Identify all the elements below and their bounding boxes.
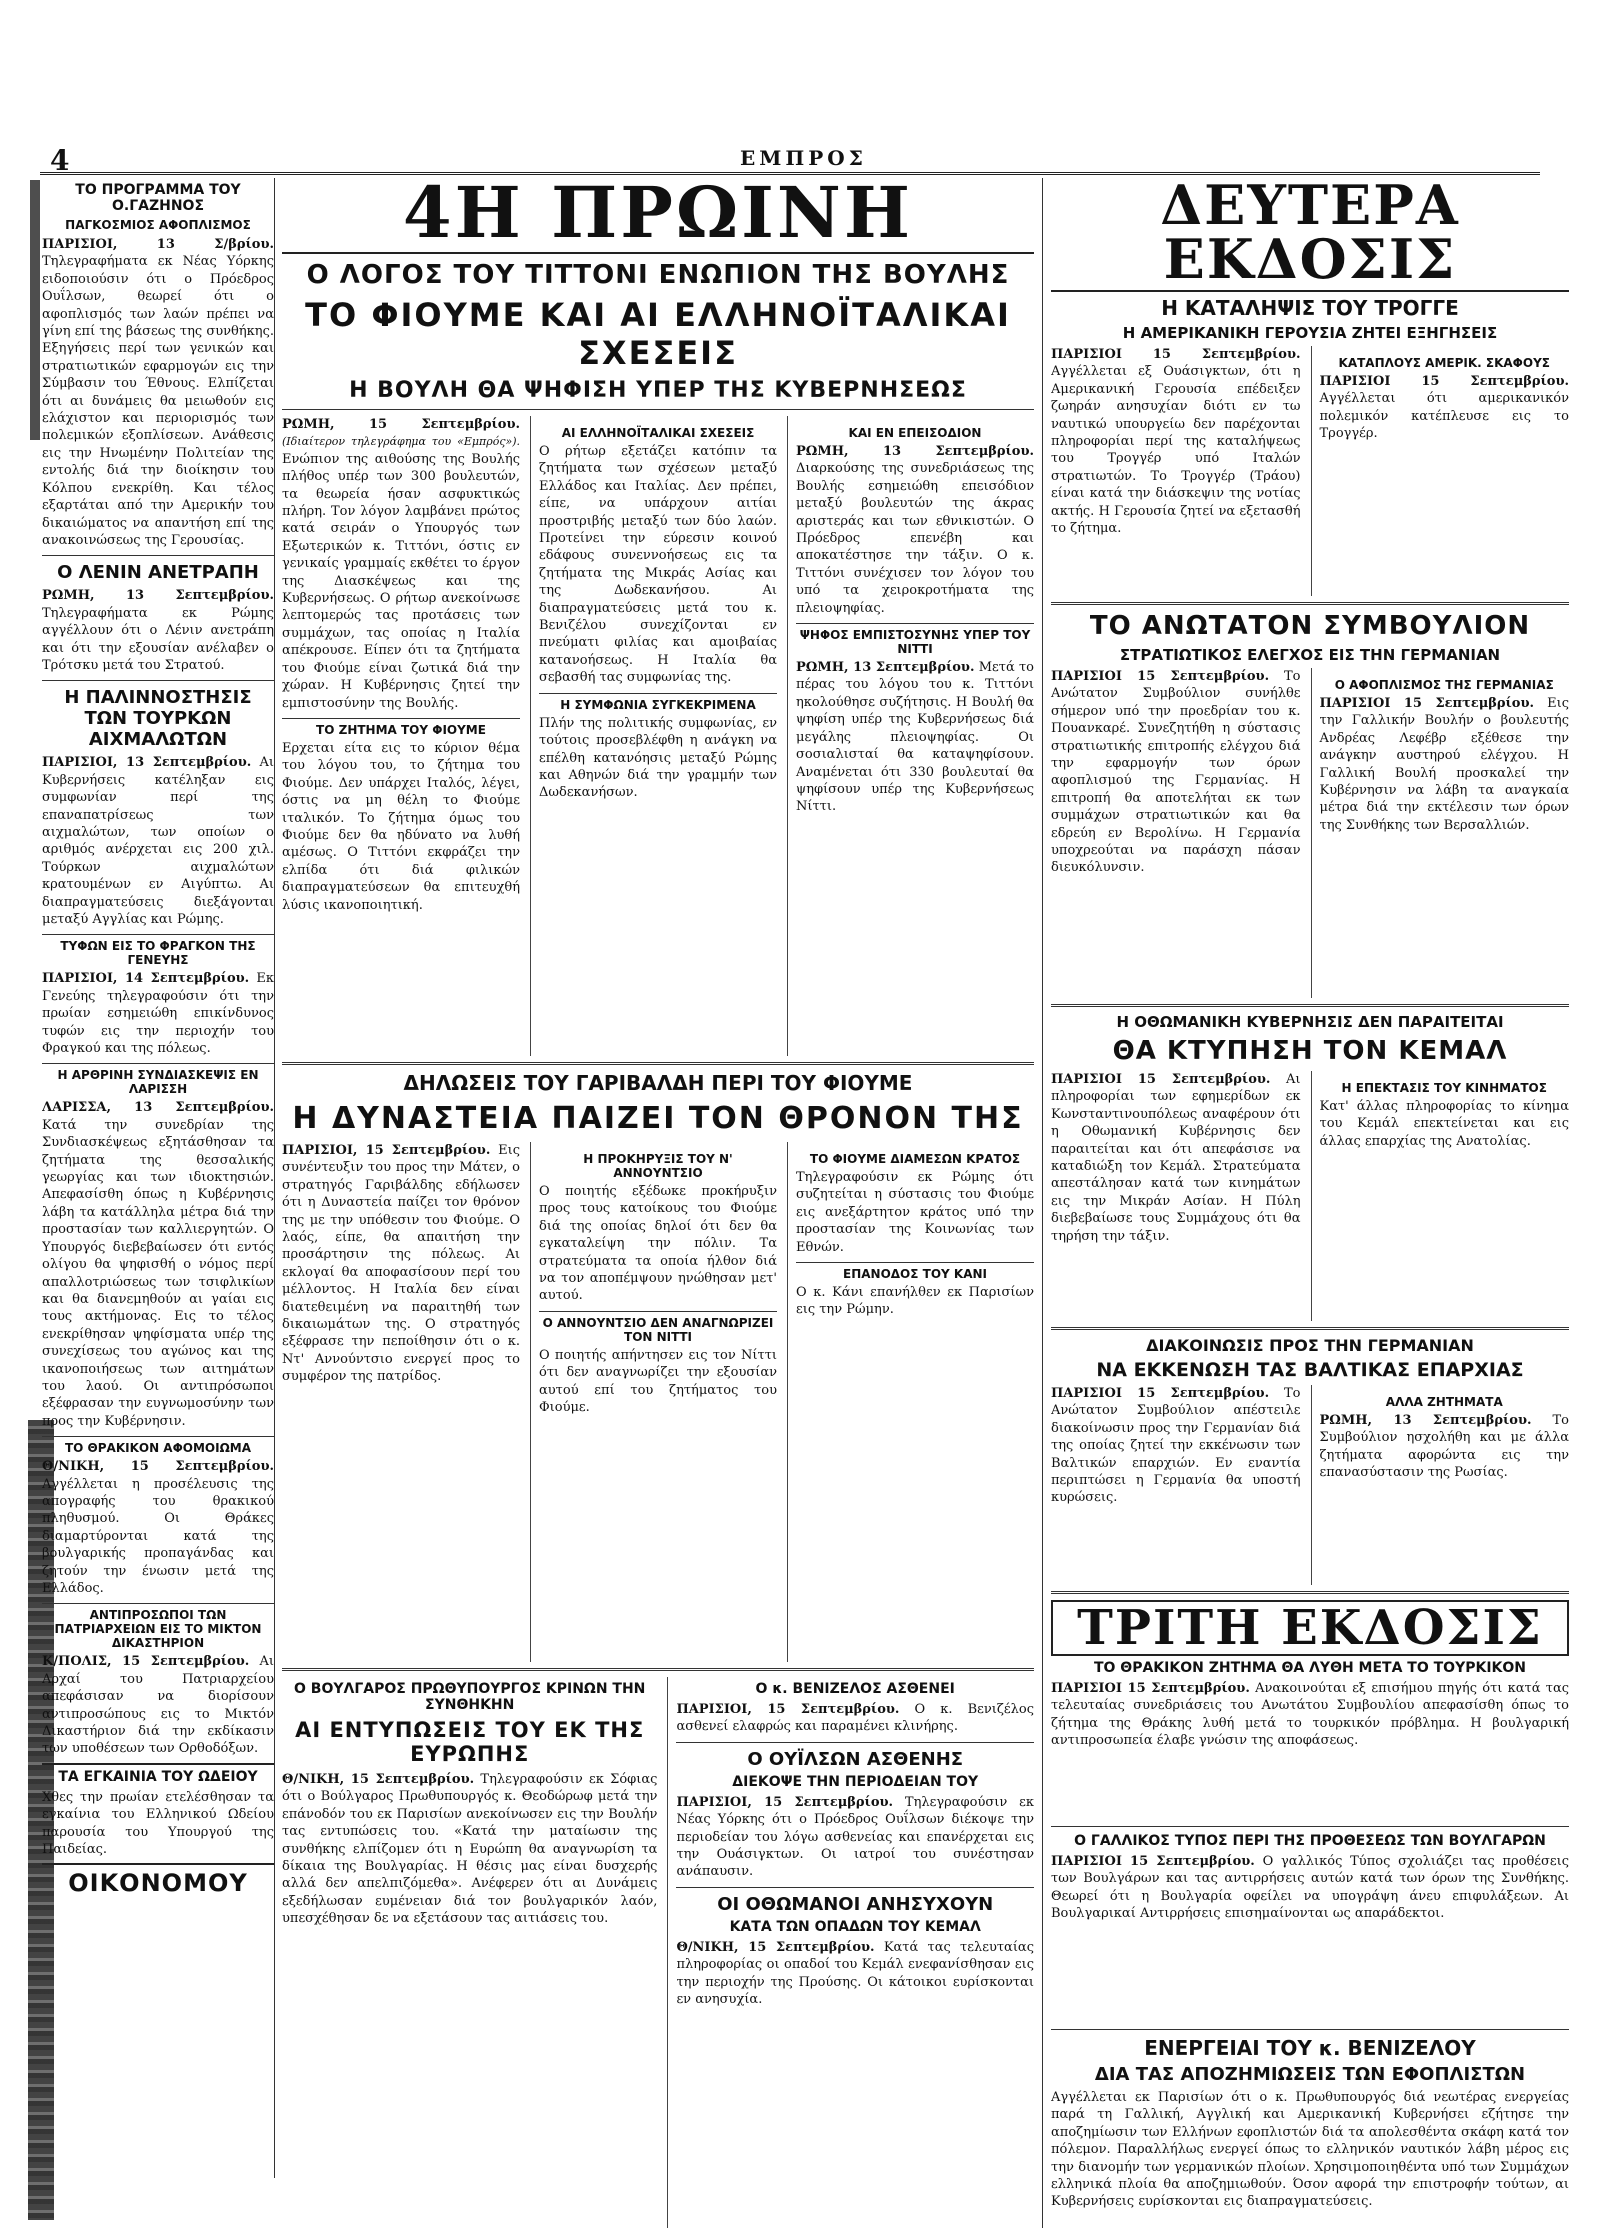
- article-kicker: Ο κ. ΒΕΝΙΖΕΛΟΣ ΑΣΘΕΝΕΙ: [755, 1681, 955, 1697]
- section-title: Η ΣΥΜΦΩΝΙΑ ΣΥΓΚΕΚΡΙΜΕΝΑ: [539, 693, 777, 712]
- article-text: Το Ανώτατον Συμβούλιον απέστειλε διακοίνωσιν προς την Γερμανίαν διά της οποίας ζητεί την εκκένωσιν των Βαλτικών επαρχιών. Εν εναντία περιπτώσει η Γερμανία θα υποστή κυρώσεις.: [1051, 1386, 1301, 1506]
- dateline: Θ/ΝΙΚΗ, 15 Σεπτεμβρίου.: [282, 1772, 475, 1787]
- article-block: [1051, 2089, 1569, 2228]
- article-body: [1051, 668, 1301, 877]
- article-kicker: ΕΝΕΡΓΕΙΑΙ ΤΟΥ κ. ΒΕΝΙΖΕΛΟΥ: [1144, 2036, 1476, 2060]
- article-kicker: Ο ΟΥΪΛΣΩΝ ΑΣΘΕΝΗΣ: [747, 1748, 964, 1770]
- article-title: ΤΥΦΩΝ ΕΙΣ ΤΟ ΦΡΑΓΚΟΝ ΤΗΣ ΓΕΝΕΥΗΣ: [42, 934, 274, 967]
- page-number: 4: [50, 144, 70, 177]
- article-text: Αγγέλλεται εξ Ουάσιγκτων, ότι η Αμερικανική Γερουσία επέδειξεν ζωηράν ανησυχίαν διότι εν τω ναυτικώ υπουργείω δεν παρέχονται πληροφορίαι περί της καταλήψεως του Τρογγέρ υπό Ιταλών στρατιωτών. Το Τρογγέρ (Τράου) είναι κατά την διάσκεψιν της νοτίας ακτής. Η Γερουσία ζητεί να εξετασθή το ζήτημα.: [1051, 364, 1301, 537]
- divider: [282, 409, 1034, 410]
- section-title: Η ΕΠΕΚΤΑΣΙΣ ΤΟΥ ΚΙΝΗΜΑΤΟΣ: [1341, 1081, 1547, 1095]
- text-column: [667, 1677, 1034, 2228]
- section-title: Η ΠΡΟΚΗΡΥΞΙΣ ΤΟΥ Ν' ΑΝΝΟΥΝΤΣΙΟ: [583, 1152, 733, 1180]
- article-text: Ο ποιητής εξέδωκε προκήρυξιν προς τους κατοίκους του Φιούμε διά της οποίας δηλοί ότι δεν θα εγκαταλείψη την πόλιν. Τα στρατεύματα τα οποία ήλθον διά να τον αποπέμψουν ηνώθησαν μετ' αυτού.: [539, 1184, 777, 1304]
- dateline: ΠΑΡΙΣΙΟΙ, 15 Σεπτεμβρίου.: [282, 1143, 491, 1158]
- divider: [282, 1668, 1034, 1671]
- masthead: [40, 144, 1540, 177]
- article-text: Εις την Γαλλικήν Βουλήν ο βουλευτής Ανδρέας Λεφέβρ εξέθεσε την ανάγκην αυστηρού ελέγχου. Η Γαλλική Βουλή προσκαλεί την Κυβέρνησιν να λάβη τα αναγκαία μέτρα διά την εκτέλεσιν των όρων της Συνθήκης των Βερσαλλιών.: [1319, 696, 1569, 833]
- article-body: [1051, 1385, 1301, 1507]
- text-column: [1311, 346, 1570, 596]
- text-column: [1051, 1385, 1301, 1585]
- article-headline: ΔΙΕΚΟΨΕ ΤΗΝ ΠΕΡΙΟΔΕΙΑΝ ΤΟΥ: [732, 1773, 979, 1790]
- edition-banner: 4Η ΠΡΩΙΝΗ: [282, 178, 1034, 254]
- section-title: ΨΗΦΟΣ ΕΜΠΙΣΤΟΣΥΝΗΣ ΥΠΕΡ ΤΟΥ ΝΙΤΤΙ: [796, 623, 1034, 656]
- article-text: Αγγέλλεται η προσέλευσις της απογραφής του θρακικού πληθυσμού. Οι Θράκες διαμαρτύρονται κατά της βουλγαρικής προπαγάνδας και ζητούν την ένωσιν μετά της Ελλάδος.: [42, 1476, 274, 1596]
- text-column: [1051, 668, 1301, 998]
- article-text: Κατά την συνεδρίαν της Συνδιασκέψεως εξητάσθησαν τα ζητήματα της θεσσαλικής γεωργίας και των ιδιοκτησιών. Απεφασίσθη όπως η Κυβέρνησις λάβη τα κατάλληλα μέτρα διά την προστασίαν των καλλιεργητών. Ο Υπουργός διεβεβαίωσεν ότι εντός ολίγου θα ψηφισθή ο νόμος περί απαλλοτριώσεως των τσιφλικίων και θα διανεμηθούν αι γαίαι εις τους ακτήμονας. Εις το τέλος ενεκρίθησαν ψηφίσματα υπέρ της συνεχίσεως του αγώνος και της ικανοποιήσεως των αιτημάτων του λαού. Οι αντιπρόσωποι εξέφρασαν την ευγνωμοσύνην των προς την Κυβέρνησιν.: [42, 1117, 274, 1429]
- article-body: [1320, 373, 1570, 443]
- dateline: ΡΩΜΗ, 15 Σεπτεμβρίου.: [282, 417, 520, 432]
- right-column: [1042, 178, 1569, 2228]
- article-subtitle: ΠΑΓΚΟΣΜΙΟΣ ΑΦΟΠΛΙΣΜΟΣ: [65, 218, 251, 232]
- article-text: Πλήν της πολιτικής συμφωνίας, εν τούτοις προσεβλέφθη η ανάγκη να επέλθη κατανόησις μεταξύ Ρώμης και Αθηνών διά την γραμμήν των Δωδεκανήσων.: [539, 715, 777, 801]
- article-text: Ο ρήτωρ εξετάζει κατόπιν τα ζητήματα των σχέσεων μεταξύ Ελλάδος και Ιταλίας. Δεν πρέπει, είπε, να υπάρχουν αιτίαι προστριβής μεταξύ των δύο λαών. Προτείνει την εύρεσιν κοινού εδάφους συνεννοήσεως εις τα ζητήματα της Μικράς Ασίας και της Δωδεκανήσου. Αι διαπραγματεύσεις μετά του κ. Βενιζέλου συνεχίζονται εν πνεύματι φιλίας και αμοιβαίας κατανοήσεως. Η Ιταλία θα σεβασθή τας συμφωνίας της.: [539, 444, 777, 686]
- text-column: [1311, 1385, 1570, 1585]
- article-text: Εκ Γενεύης τηλεγραφούσιν ότι την πρωίαν εσημειώθη επικίνδυνος τυφών εις την περιοχήν του Φραγκού και της πόλεως.: [42, 971, 274, 1057]
- article-text: Αγγέλλεται εκ Παρισίων ότι ο κ. Πρωθυπουργός διά νεωτέρας ενεργείας παρά τη Γαλλική, Αγγλική και Αμερικανική Κυβερνήσει εζήτησε την αποζημίωσιν των Ελλήνων εφοπλιστών διά τα απολεσθέντα σκάφη κατά τον πόλεμον. Παραλλήλως ενεργεί όπως το ελληνικόν ναυτικόν λάβη μέρος εις την διανομήν των γερμανικών πλοίων. Χρησιμοποιηθέντα υπό των Συμμάχων ελληνικά πλοία θα αποζημιωθούν. Όσον αφορά την επιστροφήν τούτων, αι Κυβερνήσεις ευρίσκονται εις διαπραγματεύσεις.: [1051, 2090, 1569, 2210]
- edition-banner: ΔΕΥΤΕΡΑ ΕΚΔΟΣΙΣ: [1051, 178, 1569, 292]
- article-text: Αι πληροφορίαι των εφημερίδων εκ Κωνσταντινουπόλεως αναφέρουν ότι η Οθωμανική Κυβέρνησις δεν παραιτείται και ότι απεφάσισε να καταδιώξη τον Κεμάλ. Στρατεύματα απεστάλησαν κατά των κινημάτων εις την Μικράν Ασίαν. Η Πύλη διεβεβαίωσε τους Συμμάχους ότι θα τηρήση την τάξιν.: [1051, 1072, 1301, 1244]
- section-title: Ο ΑΝΝΟΥΝΤΣΙΟ ΔΕΝ ΑΝΑΓΝΩΡΙΖΕΙ ΤΟΝ ΝΙΤΤΙ: [539, 1311, 777, 1344]
- article-body: [676, 1939, 1034, 2009]
- article-body: [676, 1794, 1034, 1881]
- article-text: Χθες την πρωίαν ετελέσθησαν τα εγκαίνια του Ελληνικού Ωδείου παρουσία του Υπουργού της Παιδείας.: [42, 1789, 274, 1858]
- text-column: [1311, 1071, 1570, 1321]
- article-title: ΑΝΤΙΠΡΟΣΩΠΟΙ ΤΩΝ ΠΑΤΡΙΑΡΧΕΙΩΝ ΕΙΣ ΤΟ ΜΙΚΤΟΝ ΔΙΚΑΣΤΗΡΙΟΝ: [42, 1603, 274, 1650]
- edition-banner: ΤΡΙΤΗ ΕΚΔΟΣΙΣ: [1051, 1600, 1569, 1656]
- article-headline: ΝΑ ΕΚΚΕΝΩΣΗ ΤΑΣ ΒΑΛΤΙΚΑΣ ΕΠΑΡΧΙΑΣ: [1096, 1359, 1524, 1381]
- dateline: ΠΑΡΙΣΙΟΙ 15 Σεπτεμβρίου.: [1051, 1386, 1270, 1401]
- article-text: Κατ' άλλας πληροφορίας το κίνημα του Κεμάλ επεκτείνεται και εις άλλας επαρχίας της Ανατολίας.: [1319, 1099, 1569, 1149]
- article-text: Τηλεγραφούσιν εκ Νέας Υόρκης ότι ο Πρόεδρος Ουΐλσων διέκοψε την περιοδείαν του λόγω ασθενείας και επανέρχεται εις την Ουάσιγκτων. Οι ιατροί του συνέστησαν ανάπαυσιν.: [676, 1794, 1034, 1880]
- divider: [282, 1062, 1034, 1065]
- divider: [1051, 1004, 1569, 1007]
- article-body: [282, 416, 520, 712]
- article-body: [42, 236, 274, 549]
- dateline: Θ/ΝΙΚΗ, 15 Σεπτεμβρίου.: [42, 1459, 274, 1475]
- article-subheadline: Η ΒΟΥΛΗ ΘΑ ΨΗΦΙΣΗ ΥΠΕΡ ΤΗΣ ΚΥΒΕΡΝΗΣΕΩΣ: [349, 378, 967, 403]
- article-body: [42, 587, 274, 674]
- article-body: [1051, 1853, 1569, 1923]
- dateline: ΛΑΡΙΣΣΑ, 13 Σεπτεμβρίου.: [42, 1100, 274, 1116]
- article-body: [796, 443, 1034, 617]
- article-text: Εις συνέντευξιν του προς την Μάτεν, ο στρατηγός Γαριβάλδης εδήλωσεν ότι η Δυναστεία παίζει τον θρόνον της με την υπόθεσιν του Φιούμε. Ο λαός, είπε, θα απαιτήση την προσάρτησιν της πόλεως. Αι εκλογαί θα αποφασίσουν περί του μέλλοντος. Η Ιταλία δεν είναι διατεθειμένη να παραιτηθή των δικαιωμάτων της. Ο στρατηγός εξέφρασε την πεποίθησιν ότι ο κ. Ντ' Αννούντσιο ενεργεί προς το συμφέρον της πατρίδος.: [282, 1143, 520, 1385]
- article-headline: Η ΔΥΝΑΣΤΕΙΑ ΠΑΙΖΕΙ ΤΟΝ ΘΡΟΝΟΝ ΤΗΣ: [292, 1101, 1024, 1136]
- article-body: [1320, 1412, 1570, 1482]
- section-title: ΚΑΤΑΠΛΟΥΣ ΑΜΕΡΙΚ. ΣΚΑΦΟΥΣ: [1338, 356, 1550, 370]
- article-title: Η ΑΡΘΡΙΝΗ ΣΥΝΔΙΑΣΚΕΨΙΣ ΕΝ ΛΑΡΙΣΣΗ: [42, 1063, 274, 1096]
- article-headline: ΘΑ ΚΤΥΠΗΣΗ ΤΟΝ ΚΕΜΑΛ: [1112, 1036, 1508, 1066]
- article-body: [796, 659, 1034, 816]
- article-title: ΟΙΚΟΝΟΜΟΥ: [42, 1863, 274, 1897]
- dateline: ΡΩΜΗ, 13 Σεπτεμβρίου.: [796, 660, 975, 676]
- dateline: ΠΑΡΙΣΙΟΙ, 15 Σεπτεμβρίου.: [676, 1702, 900, 1717]
- dateline: ΠΑΡΙΣΙΟΙ 15 Σεπτεμβρίου.: [1319, 696, 1535, 711]
- article-text: Διαρκούσης της συνεδριάσεως της Βουλής εσημειώθη επεισόδιον μεταξύ βουλευτών της άκρας αριστεράς και των εθνικιστών. Ο Πρόεδρος επενέβη και αποκατέστησε την τάξιν. Ο κ. Τιττόνι συνέχισεν τον λόγον του υπό τα χειροκροτήματα της πλειοψηφίας.: [796, 461, 1034, 616]
- dateline: ΠΑΡΙΣΙΟΙ, 14 Σεπτεμβρίου.: [42, 971, 250, 987]
- section-title: Ο ΑΦΟΠΛΙΣΜΟΣ ΤΗΣ ΓΕΡΜΑΝΙΑΣ: [1334, 678, 1554, 692]
- section-title: ΕΠΑΝΟΔΟΣ ΤΟΥ ΚΑΝΙ: [796, 1262, 1034, 1281]
- dateline: ΠΑΡΙΣΙΟΙ 15 Σεπτεμβρίου.: [1051, 1681, 1250, 1696]
- text-column: [1051, 1071, 1301, 1321]
- article-headline: ΤΟ ΦΙΟΥΜΕ ΚΑΙ ΑΙ ΕΛΛΗΝΟΪΤΑΛΙΚΑΙ ΣΧΕΣΕΙΣ: [305, 296, 1011, 372]
- text-column: [530, 416, 777, 1056]
- article-columns: [1051, 1385, 1569, 1585]
- torn-edge-top: [30, 180, 40, 440]
- section-title: ΤΟ ΖΗΤΗΜΑ ΤΟΥ ΦΙΟΥΜΕ: [282, 718, 520, 737]
- dateline: ΠΑΡΙΣΙΟΙ, 13 Σ/βρίου.: [42, 237, 274, 252]
- article-body: [42, 970, 274, 1057]
- text-column: [282, 1677, 657, 2228]
- article-kicker: ΟΙ ΟΘΩΜΑΝΟΙ ΑΝΗΣΥΧΟΥΝ: [717, 1893, 994, 1915]
- divider: [676, 1887, 1034, 1888]
- article-kicker: Η ΟΘΩΜΑΝΙΚΗ ΚΥΒΕΡΝΗΣΙΣ ΔΕΝ ΠΑΡΑΙΤΕΙΤΑΙ: [1116, 1013, 1504, 1031]
- article-body: [42, 1653, 274, 1757]
- article-headline: Η ΑΜΕΡΙΚΑΝΙΚΗ ΓΕΡΟΥΣΙΑ ΖΗΤΕΙ ΕΞΗΓΗΣΕΙΣ: [1122, 324, 1498, 342]
- newspaper-name: ΕΜΠΡΟΣ: [740, 146, 867, 170]
- article-columns: [1051, 1071, 1569, 1321]
- dateline: Κ/ΠΟΛΙΣ, 15 Σεπτεμβρίου.: [42, 1654, 250, 1670]
- article-text: Ο ποιητής απήντησεν εις τον Νίττι ότι δεν αναγνωρίζει την εξουσίαν αυτού επί του ζητήματος του Φιούμε.: [539, 1347, 777, 1416]
- section-title: ΚΑΙ ΕΝ ΕΠΕΙΣΟΔΙΟΝ: [848, 426, 982, 440]
- article-headline: ΤΟ ΘΡΑΚΙΚΟΝ ΖΗΤΗΜΑ ΘΑ ΛΥΘΗ ΜΕΤΑ ΤΟ ΤΟΥΡΚΙΚΟΝ: [1093, 1660, 1527, 1676]
- article-text: Ο κ. Κάνι επανήλθεν εκ Παρισίων εις την Ρώμην.: [796, 1285, 1034, 1318]
- article-title: ΤΑ ΕΓΚΑΙΝΙΑ ΤΟΥ ΩΔΕΙΟΥ: [42, 1763, 274, 1785]
- divider: [676, 1742, 1034, 1743]
- divider: [42, 680, 274, 681]
- article-text: Το Συμβούλιον ησχολήθη και με άλλα ζητήματα αφορώντα εις την επανασύστασιν της Ρωσίας.: [1319, 1413, 1569, 1481]
- dateline: ΡΩΜΗ, 13 Σεπτεμβρίου.: [796, 444, 1034, 459]
- article-columns: [282, 416, 1034, 1056]
- article-title: ΤΟ ΘΡΑΚΙΚΟΝ ΑΦΟΜΟΙΩΜΑ: [42, 1436, 274, 1455]
- article-columns: [1051, 346, 1569, 596]
- article-body: [676, 1701, 1034, 1736]
- text-column: [282, 1142, 520, 1662]
- divider: [1051, 1591, 1569, 1594]
- article-text: Ενώπιον της αιθούσης της Βουλής πλήθος υπέρ των 300 βουλευτών, τα θεωρεία ήσαν ασφυκτικώς πλήρη. Τον λόγον λαμβάνει πρώτος κατά σειράν ο Υπουργός των Εξωτερικών κ. Τιττόνι, όστις εν γενικαίς γραμμαίς εκθέτει το έργον της Διασκέψεως και της Κυβερνήσεως. Ο ρήτωρ ανεκοίνωσε λεπτομερώς τας προτάσεις των συμμάχων, τας οποίας η Ιταλία απέκρουσε. Είπεν ότι τα ζητήματα του Φιούμε είναι ζωτικά διά την χώραν. Η Κυβέρνησις ζητεί την εμπιστοσύνην της Βουλής.: [282, 451, 520, 711]
- article-headline: ΤΟ ΑΝΩΤΑΤΟΝ ΣΥΜΒΟΥΛΙΟΝ: [1089, 611, 1531, 641]
- dateline: ΡΩΜΗ, 13 Σεπτεμβρίου.: [1319, 1413, 1532, 1428]
- dateline: ΠΑΡΙΣΙΟΙ 15 Σεπτεμβρίου.: [1051, 1854, 1255, 1869]
- text-column: [530, 1142, 777, 1662]
- article-kicker: Ο ΒΟΥΛΓΑΡΟΣ ΠΡΩΘΥΠΟΥΡΓΟΣ ΚΡΙΝΩΝ ΤΗΝ ΣΥΝΘΗΚΗΝ: [294, 1681, 646, 1713]
- dateline: ΠΑΡΙΣΙΟΙ, 13 Σεπτεμβρίου.: [42, 755, 252, 771]
- article-body: [42, 1099, 274, 1430]
- article-kicker: ΔΙΑΚΟΙΝΩΣΙΣ ΠΡΟΣ ΤΗΝ ΓΕΡΜΑΝΙΑΝ: [1146, 1336, 1474, 1355]
- divider: [1051, 2029, 1569, 2030]
- divider: [1051, 1327, 1569, 1330]
- article-text: Κατά τας τελευταίας πληροφορίας οι οπαδοί του Κεμάλ ενεφανίσθησαν εις την περιοχήν της Προύσης. Οι κάτοικοι ευρίσκονται εν ανησυχία.: [676, 1939, 1034, 2008]
- divider: [1051, 1826, 1569, 1827]
- article-body: [282, 1142, 520, 1386]
- dateline: ΠΑΡΙΣΙΟΙ 15 Σεπτεμβρίου.: [1051, 669, 1270, 684]
- article-text: Το Ανώτατον Συμβούλιον συνήλθε σήμερον υπό την προεδρίαν του κ. Πουανκαρέ. Συνεζητήθη η σύστασις στρατιωτικής επιτροπής ελέγχου διά την εφαρμογήν των όρων αφοπλισμού της Γερμανίας. Η επιτροπή θα αποτελήται εκ των συμμάχων στρατιωτικών και θα εδρεύη εν Βερολίνω. Η Γερμανία υποχρεούται να παράσχη πάσαν διευκόλυνσιν.: [1051, 669, 1301, 876]
- article-body: [1320, 695, 1570, 834]
- dateline: ΡΩΜΗ, 13 Σεπτεμβρίου.: [42, 588, 274, 604]
- article-block: [1051, 1680, 1569, 1820]
- text-column: [787, 1142, 1034, 1662]
- section-title: ΑΛΛΑ ΖΗΤΗΜΑΤΑ: [1385, 1395, 1503, 1409]
- article-text: Αι Κυβερνήσεις κατέληξαν εις συμφωνίαν περί της επαναπατρίσεως των αιχμαλώτων, των οποίων ο αριθμός ανέρχεται εις 200 χιλ. Τούρκων αιχμαλώτων κρατουμένων εν Αιγύπτω. Αι διαπραγματεύσεις διεξάγονται μεταξύ Αγγλίας και Ρώμης.: [42, 755, 274, 927]
- dateline: Θ/ΝΙΚΗ, 15 Σεπτεμβρίου.: [676, 1939, 875, 1955]
- dateline: ΠΑΡΙΣΙΟΙ 15 Σεπτεμβρίου.: [1319, 374, 1569, 389]
- article-headline: ΚΑΤΑ ΤΩΝ ΟΠΑΔΩΝ ΤΟΥ ΚΕΜΑΛ: [729, 1918, 981, 1935]
- dateline: ΠΑΡΙΣΙΟΙ 15 Σεπτεμβρίου.: [1051, 347, 1301, 362]
- article-columns: [282, 1677, 1034, 2228]
- article-subheadline: ΣΤΡΑΤΙΩΤΙΚΟΣ ΕΛΕΓΧΟΣ ΕΙΣ ΤΗΝ ΓΕΡΜΑΝΙΑΝ: [1119, 646, 1501, 664]
- section-title: ΑΙ ΕΛΛΗΝΟΪΤΑΛΙΚΑΙ ΣΧΕΣΕΙΣ: [561, 426, 755, 440]
- article-text: Τηλεγραφούσιν εκ Σόφιας ότι ο Βούλγαρος Πρωθυπουργός κ. Θεοδώρωφ μετά την επάνοδόν του εκ Παρισίων ανεκοίνωσεν εις την Βουλήν τας εντυπώσεις του. «Κατά την ματαίωσιν της συνθήκης ελπίζομεν ότι η Ευρώπη θα αναγνωρίση τα δίκαια της Βουλγαρίας. Η θέσις μας είναι δυσχερής αλλά δεν απελπιζόμεθα». Ανέφερεν ότι αι Δυνάμεις εξεδήλωσαν ευμένειαν διά τον βουλγαρικόν λαόν, υπεσχέθησαν δε να εξετάσουν τας αιτιάσεις του.: [282, 1772, 658, 1927]
- article-title: Η ΠΑΛΙΝΝΟΣΤΗΣΙΣ ΤΩΝ ΤΟΥΡΚΩΝ ΑΙΧΜΑΛΩΤΩΝ: [64, 687, 252, 751]
- dateline: ΠΑΡΙΣΙΟΙ 15 Σεπτεμβρίου.: [1051, 1072, 1271, 1087]
- article-headline: ΑΙ ΕΝΤΥΠΩΣΕΙΣ ΤΟΥ ΕΚ ΤΗΣ ΕΥΡΩΠΗΣ: [295, 1718, 645, 1766]
- article-title: ΤΟ ΠΡΟΓΡΑΜΜΑ ΤΟΥ Ο.ΓΑΖΗΝΟΣ: [75, 182, 241, 214]
- divider: [1051, 602, 1569, 605]
- text-column: [1051, 346, 1301, 596]
- article-text: Τηλεγραφήματα εκ Νέας Υόρκης ειδοποιούσιν ότι ο Πρόεδρος Ουΐλσων, θεωρεί ότι ο αφοπλισμός των λαών πρέπει να γίνη επί της βάσεως της συνθήκης. Εξηγήσεις περί των γενικών και στρατιωτικών εφαρμογών εις την Σύμβασιν του Έθνους. Ελπίζεται ότι αι δυνάμεις θα μειωθούν εις ελάχιστον και περιορισμός των πολεμικών εξοπλίσεων. Ανάθεσις εις την Ηνωμένην Πολιτείαν της εντολής διά την διοίκησιν του Κόλπου ενεκρίθη. Και τέλος εξαρτάται από την Αμερικήν του δικαιώματος να απαντήση επί της ανακοινώσεως της Γερουσίας.: [42, 254, 274, 548]
- divider: [42, 555, 274, 556]
- section-title: ΤΟ ΦΙΟΥΜΕ ΔΙΑΜΕΣΩΝ ΚΡΑΤΟΣ: [809, 1152, 1021, 1166]
- dateline: ΠΑΡΙΣΙΟΙ, 15 Σεπτεμβρίου.: [676, 1794, 894, 1810]
- article-text: Τηλεγραφούσιν εκ Ρώμης ότι συζητείται η σύστασις του Φιούμε εις ανεξάρτητον κράτος υπό την προστασίαν της Κοινωνίας των Εθνών.: [796, 1170, 1034, 1255]
- right-column-inner: [1043, 178, 1569, 2228]
- article-body: [1051, 1680, 1569, 1750]
- left-column: [42, 178, 275, 2178]
- article-block: [1051, 1853, 1569, 2023]
- text-column: [787, 416, 1034, 1056]
- text-column: [1311, 668, 1570, 998]
- middle-column: [282, 178, 1034, 2228]
- article-kicker: ΔΗΛΩΣΕΙΣ ΤΟΥ ΓΑΡΙΒΑΛΔΗ ΠΕΡΙ ΤΟΥ ΦΙΟΥΜΕ: [403, 1071, 913, 1095]
- dateline-note: (Ιδιαίτερον τηλεγράφημα του «Εμπρός»).: [282, 435, 520, 449]
- article-body: [1051, 346, 1301, 537]
- article-text: Ο γαλλικός Τύπος σχολιάζει τας προθέσεις των Βουλγάρων και τας αντιρρήσεις αυτών κατά των όρων της Συνθήκης. Θεωρεί ότι η Βουλγαρία οφείλει να υπογράψη άνευ επιφυλάξεων. Αι Βουλγαρικαί Αντιρρήσεις επισημαίνονται ως απαράδεκτοι.: [1051, 1854, 1569, 1922]
- article-text: Μετά το πέρας του λόγου του κ. Τιττόνι ηκολούθησε συζήτησις. Η Βουλή θα ψηφίση υπέρ της Κυβερνήσεως διά μεγάλης πλειοψηφίας. Οι σοσιαλισταί θα καταψηφίσουν. Αναμένεται ότι 330 βουλευταί θα ψηφίσουν υπέρ της Κυβερνήσεως Νίττι.: [796, 660, 1034, 815]
- article-headline: Ο ΓΑΛΛΙΚΟΣ ΤΥΠΟΣ ΠΕΡΙ ΤΗΣ ΠΡΟΘΕΣΕΩΣ ΤΩΝ ΒΟΥΛΓΑΡΩΝ: [1074, 1833, 1546, 1849]
- article-kicker: Ο ΛΟΓΟΣ ΤΟΥ ΤΙΤΤΟΝΙ ΕΝΩΠΙΟΝ ΤΗΣ ΒΟΥΛΗΣ: [306, 260, 1010, 290]
- article-body: [42, 754, 274, 928]
- article-body: [282, 1771, 657, 1928]
- text-column: [282, 416, 520, 1056]
- article-text: Ανακοινούται εξ επισήμου πηγής ότι κατά τας τελευταίας συνεδριάσεις του Ανωτάτου Συμβουλίου απεφασίσθη όπως το ζήτημα της Θράκης λυθή μετά το τουρκικόν πρόβλημα. Η βουλγαρική αντιπροσωπεία έλαβε γνώσιν της αποφάσεως.: [1051, 1681, 1569, 1749]
- article-body: [1051, 1071, 1301, 1245]
- article-text: Τηλεγραφήματα εκ Ρώμης αγγέλλουν ότι ο Λένιν ανετράπη και ότι την εξουσίαν ανέλαβεν ο Τρότσκυ μετά του Στρατού.: [42, 605, 274, 673]
- article-title: Ο ΛΕΝΙΝ ΑΝΕΤΡΑΠΗ: [57, 562, 259, 584]
- article-kicker: Η ΚΑΤΑΛΗΨΙΣ ΤΟΥ ΤΡΟΓΓΕ: [1161, 296, 1459, 320]
- article-headline: ΔΙΑ ΤΑΣ ΑΠΟΖΗΜΙΩΣΕΙΣ ΤΩΝ ΕΦΟΠΛΙΣΤΩΝ: [1094, 2064, 1526, 2085]
- article-text: Ερχεται είτα εις το κύριον θέμα του λόγου του, το ζήτημα του Φιούμε. Δεν υπάρχει Ιταλός, λέγει, όστις να μη θέλη το Φιούμε ιταλικόν. Το ζήτημα όμως του Φιούμε δεν θα ηδύνατο να λυθή αμέσως. Ο Τιττόνι εκφράζει την ελπίδα ότι διά φιλικών διαπραγματεύσεων θα επιτευχθή λύσις ικανοποιητική.: [282, 740, 520, 913]
- article-columns: [282, 1142, 1034, 1662]
- article-text: Ο κ. Βενιζέλος ασθενεί ελαφρώς και παραμένει κλινήρης.: [676, 1702, 1034, 1735]
- article-text: Αγγέλλεται ότι αμερικανικόν πολεμικόν κατέπλευσε εις το Τρογγέρ.: [1319, 391, 1569, 442]
- article-text: Αι Αρχαί του Πατριαρχείου απεφάσισαν να διορίσουν αντιπροσώπους εις το Μικτόν Δικαστήριον διά την εκδίκασιν των υποθέσεων των Ορθοδόξων.: [42, 1654, 274, 1757]
- article-columns: [1051, 668, 1569, 998]
- article-body: [42, 1458, 274, 1597]
